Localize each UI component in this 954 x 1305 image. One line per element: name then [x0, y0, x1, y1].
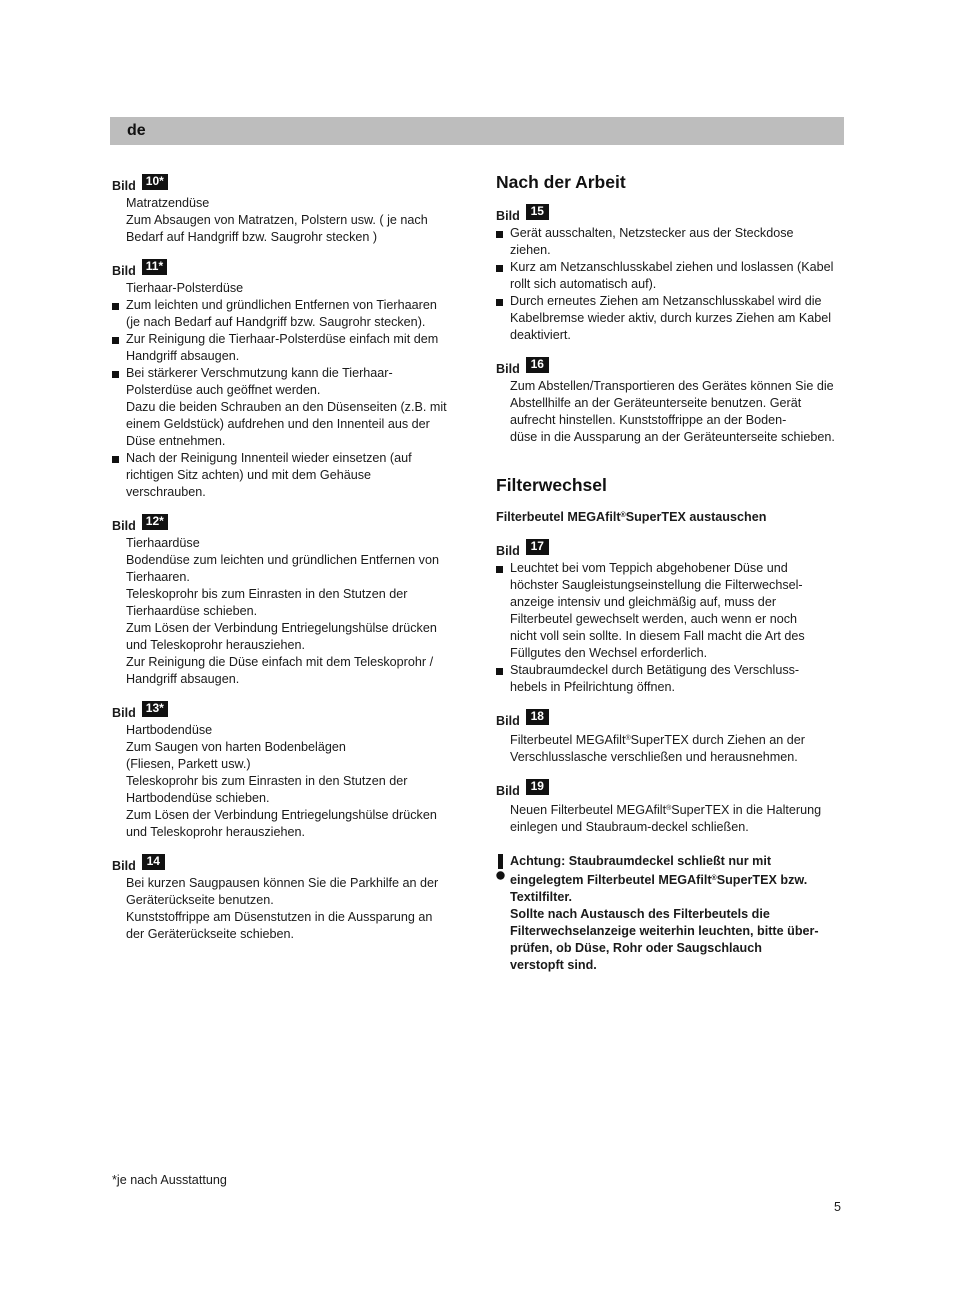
figure-number-badge: 13* — [142, 701, 168, 717]
list-item: Zur Reinigung die Tierhaar-Polsterdüse einfach mit dem Handgriff absaugen. — [112, 331, 460, 365]
bild-label: Bild 15 — [496, 208, 846, 225]
figure-number-badge: 16 — [526, 357, 549, 373]
right-column — [496, 170, 846, 974]
bild-10-text: Matratzendüse Zum Absaugen von Matratzen, Polstern usw. ( je nach Bedarf auf Handgriff bzw. Saugrohr stecken ) — [126, 196, 428, 244]
registered-mark: ® — [666, 805, 672, 812]
list-item: Bei stärkerer Verschmutzung kann die Tierhaar- Polsterdüse auch geöffnet werden. Dazu die beiden Schrauben an den Düsenseiten (z.B. mit einem Geldstück) aufdrehen und den Innenteil aus der Düse entnehmen. — [112, 365, 460, 450]
bild-15-section — [496, 204, 846, 344]
figure-number-badge: 19 — [526, 779, 549, 795]
figure-number-badge: 17 — [526, 539, 549, 555]
list-item: Kurz am Netzanschlusskabel ziehen und loslassen (Kabel rollt sich automatisch auf). — [496, 259, 846, 293]
bild-label: Bild 13* — [112, 705, 460, 722]
list-item: Zum leichten und gründlichen Entfernen von Tierhaaren (je nach Bedarf auf Handgriff bzw. Saugrohr stecken). — [112, 297, 460, 331]
bild-13-text: Hartbodendüse Zum Saugen von harten Bodenbelägen (Fliesen, Parkett usw.) Teleskoprohr bis zum Einrasten in den Stutzen der Hartbodendüse schieben. Zum Lösen der Verbindung Entriegelungshülse drücken und Teleskoprohr herausziehen. — [126, 723, 437, 839]
bild-17-bullet-list — [496, 560, 846, 696]
bild-17-section — [496, 539, 846, 696]
bild-label: Bild 12* — [112, 518, 460, 535]
bild-label: Bild 11* — [112, 263, 460, 280]
figure-number-badge: 18 — [526, 709, 549, 725]
list-item: Nach der Reinigung Innenteil wieder einsetzen (auf richtigen Sitz achten) und mit dem Gehäuse verschrauben. — [112, 450, 460, 501]
figure-number-badge: 11* — [142, 259, 167, 275]
page-number: 5 — [834, 1200, 842, 1214]
bild-11-bullet-list — [112, 297, 460, 501]
bild-19-text: Neuen Filterbeutel MEGAfilt®SuperTEX in die Halterung einlegen und Staubraum-deckel schließen. — [510, 803, 822, 834]
figure-number-badge: 12* — [142, 514, 168, 530]
registered-mark: ® — [620, 512, 626, 519]
figure-number-badge: 15 — [526, 204, 549, 220]
bild-18-section — [496, 709, 846, 766]
figure-number-badge: 14 — [142, 854, 165, 870]
exclamation-icon — [496, 854, 505, 881]
footnote: *je nach Ausstattung — [112, 1173, 227, 1187]
bild-label: Bild 10* — [112, 178, 460, 195]
list-item: Staubraumdeckel durch Betätigung des Verschluss- hebels in Pfeilrichtung öffnen. — [496, 662, 846, 696]
bild-11-section — [112, 259, 460, 501]
bild-14-section — [112, 854, 460, 943]
bild-10-section — [112, 174, 460, 246]
bild-11-title: Tierhaar-Polsterdüse — [126, 281, 244, 295]
list-item: Durch erneutes Ziehen am Netzanschlusskabel wird die Kabelbremse wieder aktiv, durch kurzes Ziehen am Kabel deaktiviert. — [496, 293, 846, 344]
bild-18-text: Filterbeutel MEGAfilt®SuperTEX durch Ziehen an der Verschlusslasche verschließen und herausnehmen. — [510, 733, 805, 764]
list-item: Gerät ausschalten, Netzstecker aus der Steckdose ziehen. — [496, 225, 846, 259]
left-column — [112, 174, 460, 943]
bild-label: Bild 17 — [496, 543, 846, 560]
bild-13-section — [112, 701, 460, 841]
warning-notice: Achtung: Staubraumdeckel schließt nur mit eingelegtem Filterbeutel MEGAfilt®SuperTEX bzw. Textilfilter. Sollte nach Austausch des Filterbeutels die Filterwechselanzeige weiterhin leuchten, bitte über- prüfen, ob Düse, Rohr oder Saugschlauch verstopft sind. — [496, 853, 846, 974]
language-code: de — [127, 122, 146, 139]
language-header-bar — [110, 117, 844, 145]
bild-16-section — [496, 357, 846, 446]
bild-12-text: Tierhaardüse Bodendüse zum leichten und gründlichen Entfernen von Tierhaaren. Teleskoprohr bis zum Einrasten in den Stutzen der Tierhaardüse schieben. Zum Lösen der Verbindung Entriegelungshülse drücken und Teleskoprohr herausziehen. Zur Reinigung die Düse einfach mit dem Teleskoprohr / Handgriff absaugen. — [126, 536, 439, 686]
bild-label: Bild 14 — [112, 858, 460, 875]
bild-label: Bild 19 — [496, 783, 846, 800]
section-heading-nach-der-arbeit: Nach der Arbeit — [496, 172, 626, 192]
figure-number-badge: 10* — [142, 174, 168, 190]
section-heading-filterwechsel: Filterwechsel — [496, 475, 607, 495]
bild-16-text: Zum Abstellen/Transportieren des Gerätes können Sie die Abstellhilfe an der Geräteunterseite benutzen. Gerät aufrecht hinstellen. Kunststoffrippe an der Boden- düse in die Aussparung an der Geräteunterseite schieben. — [510, 379, 835, 444]
bild-19-section — [496, 779, 846, 836]
bild-12-section — [112, 514, 460, 688]
bild-14-text: Bei kurzen Saugpausen können Sie die Parkhilfe an der Geräterückseite benutzen. Kunststoffrippe am Düsenstutzen in die Aussparung an der Geräterückseite schieben. — [126, 876, 439, 941]
bild-15-bullet-list — [496, 225, 846, 344]
bild-label: Bild 16 — [496, 361, 846, 378]
list-item: Leuchtet bei vom Teppich abgehobener Düse und höchster Saugleistungseinstellung die Filterwechsel- anzeige intensiv und gleichmäßig auf, muss der Filterbeutel gewechselt werden, auch wenn er noch nicht voll sein sollte. In diesem Fall macht die Art des Füllgutes den Wechsel erforderlich. — [496, 560, 846, 662]
registered-mark: ® — [625, 735, 631, 742]
registered-mark: ® — [711, 875, 717, 882]
filterbeutel-subheading: Filterbeutel MEGAfilt®SuperTEX austauschen — [496, 510, 767, 524]
bild-label: Bild 18 — [496, 713, 846, 730]
